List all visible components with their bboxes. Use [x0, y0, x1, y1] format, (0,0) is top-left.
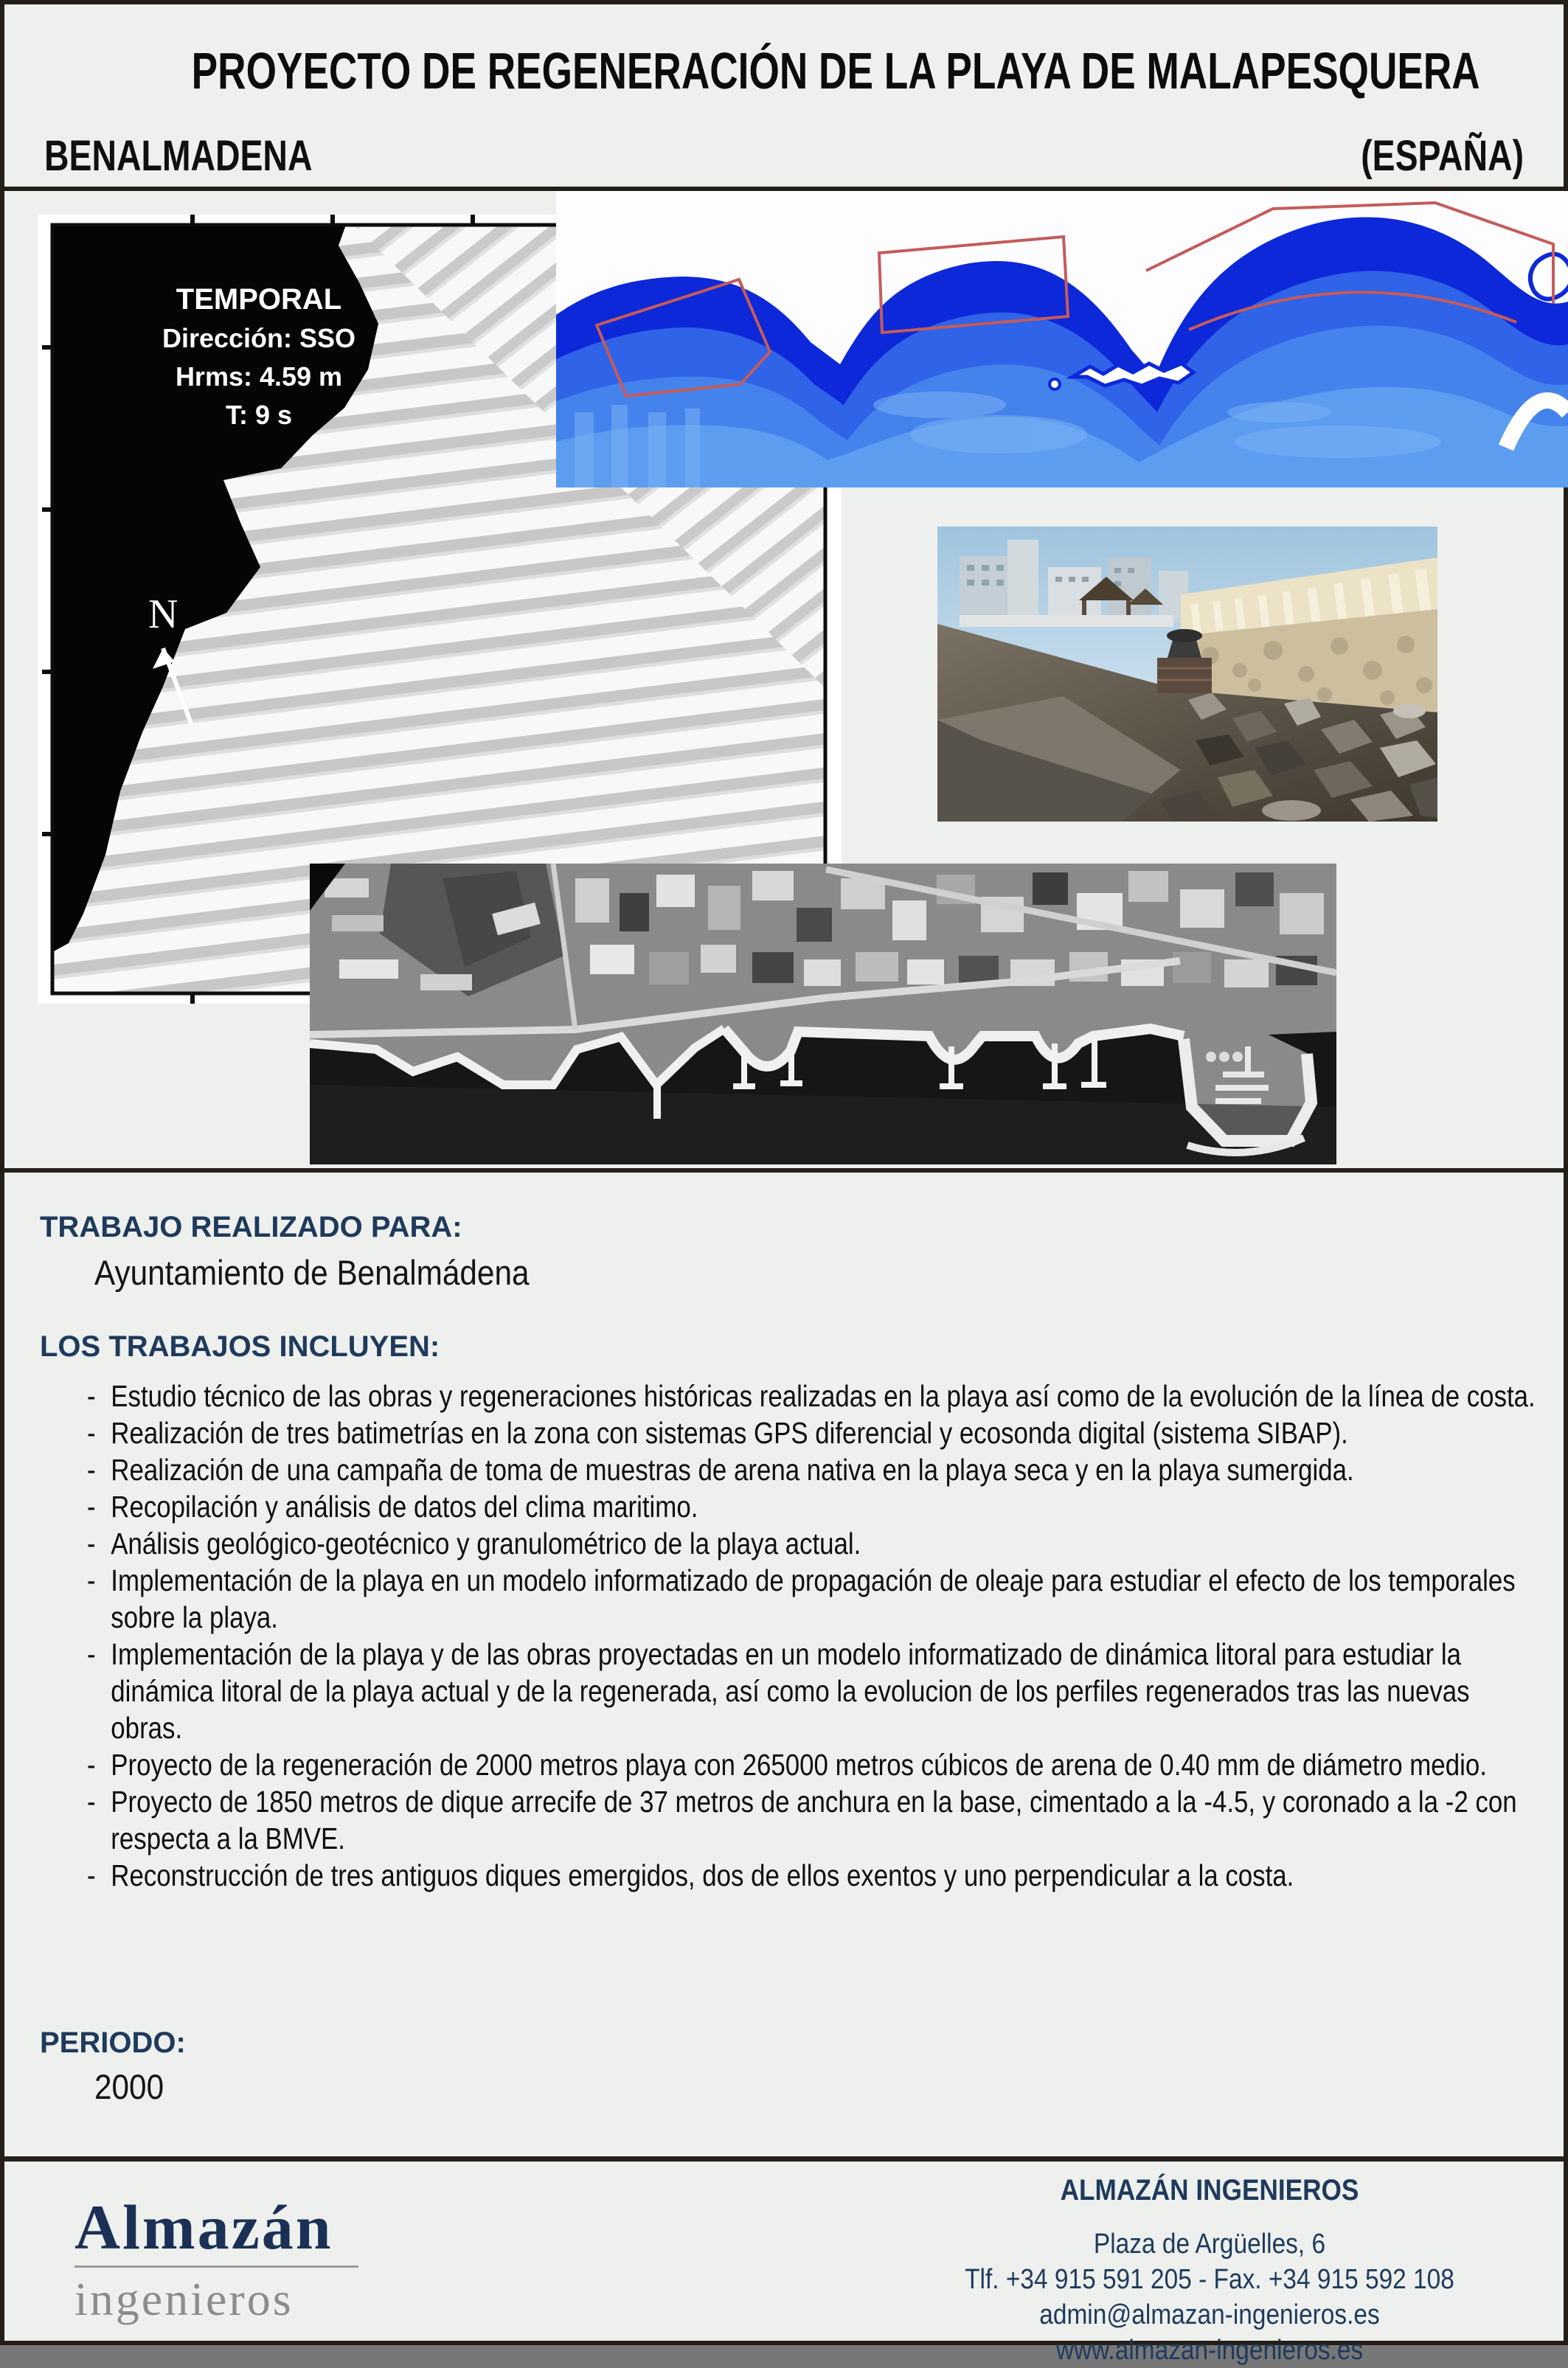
works-list-item	[87, 1525, 1548, 1562]
subtitle-country: (ESPAÑA)	[1361, 132, 1524, 180]
list-marker: -	[87, 1416, 96, 1450]
works-item-text: Reconstrucción de tres antiguos diques emergidos, dos de ellos exentos y uno perpendicular a la costa.	[111, 1858, 1294, 1892]
works-item-text: Implementación de la playa y de las obras proyectadas en un modelo informatizado de dinámica litoral para estudiar la dinámica litoral de la playa actual y de la regenerada, así como la evolucion de los perfiles regenerados tras las nuevas obras.	[111, 1637, 1470, 1745]
contact-block	[885, 2174, 1534, 2368]
list-marker: -	[87, 1563, 96, 1597]
works-list-item	[87, 1451, 1548, 1488]
works-item-text: Proyecto de la regeneración de 2000 metros playa con 265000 metros cúbicos de arena de 0.40 mm de diámetro medio.	[111, 1748, 1487, 1782]
works-list-item	[87, 1783, 1548, 1857]
works-item-text: Realización de tres batimetrías en la zona con sistemas GPS diferencial y ecosonda digital (sistema SIBAP).	[111, 1416, 1348, 1450]
works-list-item	[87, 1488, 1548, 1525]
storm-label-direction: Dirección: SSO	[162, 323, 356, 353]
beach-erosion-photo	[937, 527, 1437, 822]
north-arrow-label: N	[148, 591, 178, 637]
logo-subtitle: ingenieros	[74, 2273, 294, 2325]
list-marker: -	[87, 1453, 96, 1487]
client-heading: TRABAJO REALIZADO PARA:	[40, 1211, 462, 1243]
list-marker: -	[87, 1527, 96, 1560]
works-item-text: Estudio técnico de las obras y regeneraciones históricas realizadas en la playa así como de la evolución de la línea de costa.	[111, 1379, 1536, 1413]
works-list-item	[87, 1378, 1548, 1414]
logo-rule	[74, 2265, 358, 2268]
works-item-text: Análisis geológico-geotécnico y granulométrico de la playa actual.	[111, 1527, 861, 1560]
list-marker: -	[87, 1379, 96, 1413]
works-list-item	[87, 1857, 1548, 1894]
footer-divider	[4, 2156, 1564, 2162]
works-list-item	[87, 1562, 1548, 1636]
list-marker: -	[87, 1858, 96, 1892]
works-list	[87, 1378, 1548, 1894]
page-title: PROYECTO DE REGENERACIÓN DE LA PLAYA DE MALAPESQUERA	[191, 42, 1480, 100]
works-item-text: Implementación de la playa en un modelo informatizado de propagación de oleaje para estudiar el efecto de los temporales sobre la playa.	[111, 1563, 1516, 1634]
works-item-text: Recopilación y análisis de datos del clima maritimo.	[111, 1490, 698, 1524]
works-list-item	[87, 1636, 1548, 1746]
list-marker: -	[87, 1785, 96, 1819]
images-text-divider	[4, 1168, 1564, 1173]
list-marker: -	[87, 1748, 96, 1782]
company-address: Plaza de Argüelles, 6	[1093, 2229, 1326, 2260]
subtitle-location: BENALMADENA	[44, 132, 313, 180]
works-list-item	[87, 1414, 1548, 1451]
list-marker: -	[87, 1637, 96, 1671]
storm-label-title: TEMPORAL	[176, 283, 342, 316]
company-email: admin@almazan-ingenieros.es	[1039, 2299, 1380, 2330]
wave-agitation-model-image	[556, 191, 1568, 487]
company-phone-fax: Tlf. +34 915 591 205 - Fax. +34 915 592 108	[965, 2264, 1454, 2295]
works-list-item	[87, 1746, 1548, 1783]
storm-label-period: T: 9 s	[225, 400, 293, 430]
aerial-coastline-photo	[310, 864, 1336, 1164]
works-heading: LOS TRABAJOS INCLUYEN:	[40, 1330, 440, 1363]
period-value: 2000	[94, 2067, 164, 2106]
subtitle-row	[44, 131, 1524, 181]
period-heading: PERIODO:	[40, 2027, 186, 2059]
client-name: Ayuntamiento de Benalmádena	[94, 1253, 530, 1292]
works-item-text: Realización de una campaña de toma de muestras de arena nativa en la playa seca y en la playa sumergida.	[111, 1453, 1354, 1487]
works-item-text: Proyecto de 1850 metros de dique arrecife de 37 metros de anchura en la base, cimentado a la -4.5, y coronado a la -2 con respecta a la BMVE.	[111, 1785, 1517, 1855]
company-name: ALMAZÁN INGENIEROS	[1060, 2174, 1359, 2206]
list-marker: -	[87, 1490, 96, 1524]
company-website: www.almazan-ingenieros.es	[1055, 2335, 1364, 2366]
storm-label-hrms: Hrms: 4.59 m	[175, 361, 343, 392]
company-logo	[74, 2193, 384, 2325]
logo-name: Almazán	[74, 2192, 333, 2263]
